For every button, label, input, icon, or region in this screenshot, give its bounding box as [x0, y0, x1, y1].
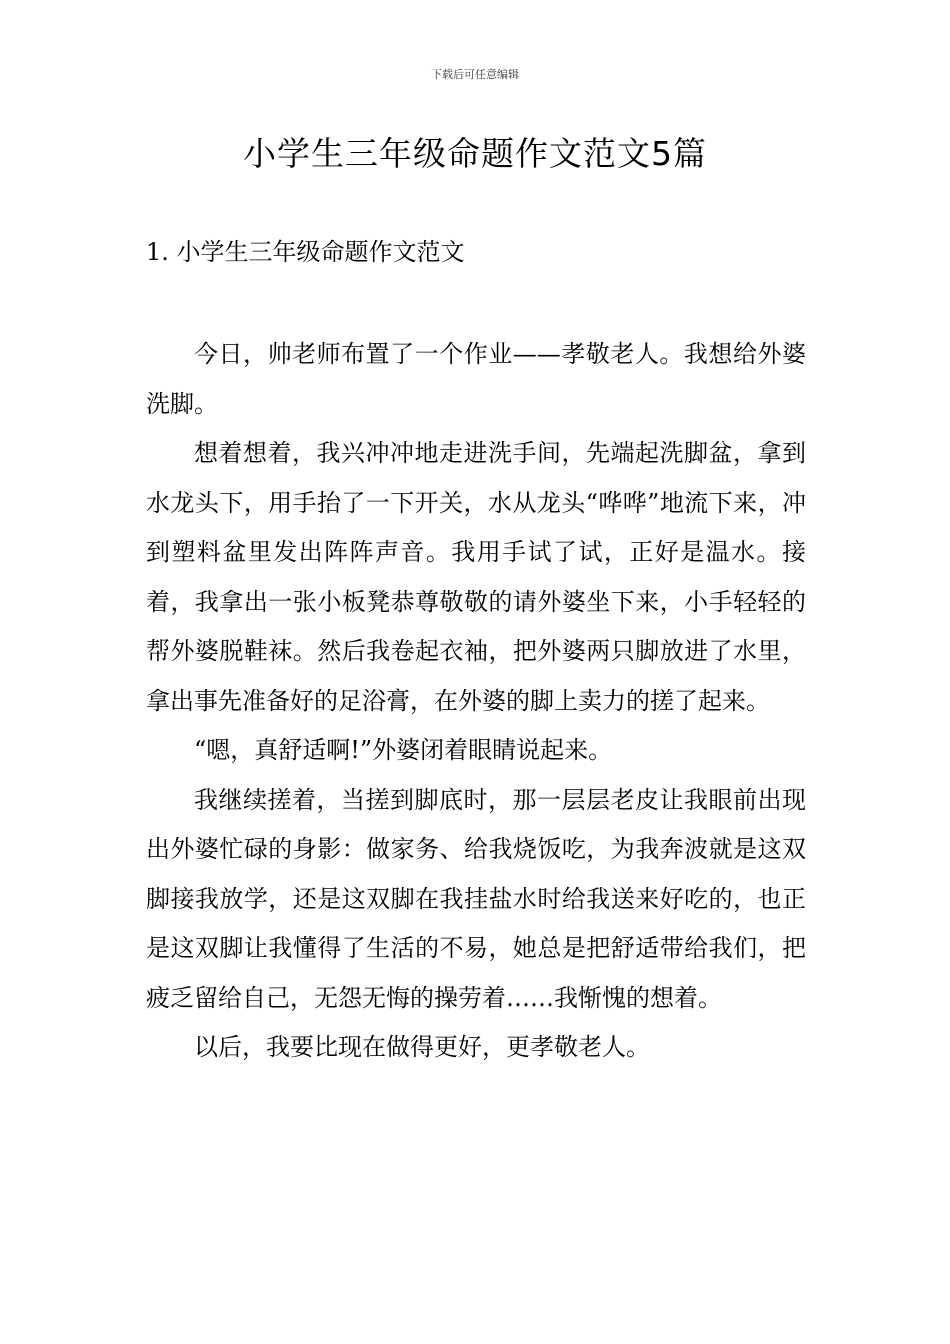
header-note: 下载后可任意编辑 — [431, 68, 519, 81]
paragraph: 想着想着，我兴冲冲地走进洗手间，先端起洗脚盆，拿到水龙头下，用手抬了一下开关，水从龙头“哗哗”地流下来，冲到塑料盆里发出阵阵声音。我用手试了试，正好是温水。接着，我拿出一张小板凳恭尊敬敬的请外婆坐下来，小手轻轻的帮外婆脱鞋袜。然后我卷起衣袖，把外婆两只脚放进了水里，拿出事先准备好的足浴膏，在外婆的脚上卖力的搓了起来。 — [146, 439, 806, 715]
paragraph: “嗯，真舒适啊!”外婆闭着眼睛说起来。 — [194, 736, 613, 764]
document-title: 小学生三年级命题作文范文5篇 — [243, 134, 707, 173]
paragraph: 我继续搓着，当搓到脚底时，那一层层老皮让我眼前出现出外婆忙碌的身影：做家务、给我烧饭吃，为我奔波就是这双脚接我放学，还是这双脚在我挂盐水时给我送来好吃的，也正是这双脚让我懂得了生活的不易，她总是把舒适带给我们，把疲乏留给自己，无怨无悔的操劳着……我惭愧的想着。 — [146, 785, 806, 1012]
paragraph: 今日，帅老师布置了一个作业——孝敬老人。我想给外婆洗脚。 — [146, 340, 806, 418]
paragraph: 以后，我要比现在做得更好，更孝敬老人。 — [194, 1033, 650, 1061]
section-heading: 1. 小学生三年级命题作文范文 — [146, 238, 465, 266]
essay-body — [146, 330, 806, 1073]
